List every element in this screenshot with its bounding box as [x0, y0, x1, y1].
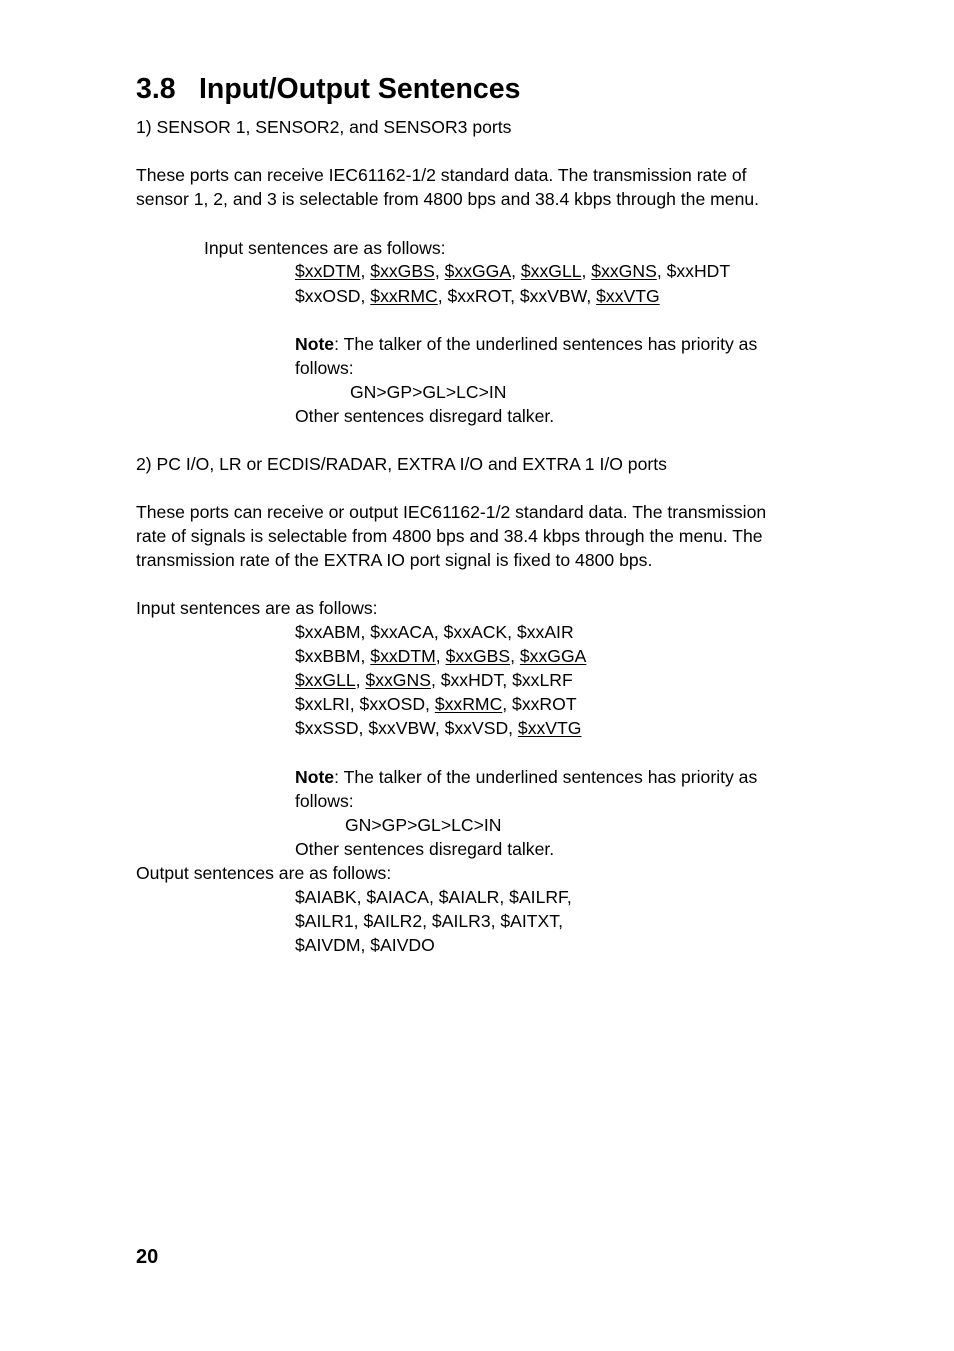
underlined-sentence: $xxVTG: [596, 286, 660, 306]
underlined-sentence: $xxVTG: [517, 718, 582, 738]
part2-output-label: Output sentences are as follows:: [136, 863, 392, 883]
underlined-sentence: $xxGLL: [295, 670, 356, 690]
part1-input-label: Input sentences are as follows:: [204, 238, 446, 258]
part2-note: [295, 765, 757, 789]
underlined-sentence: $xxGBS: [370, 261, 435, 281]
part1-note-label: Note: [295, 334, 335, 354]
part2-priority: GN>GP>GL>LC>IN: [345, 815, 502, 835]
part2-note-label: Note: [295, 767, 335, 787]
sentence-text: $xxABM, $xxACA, $xxACK, $xxAIR: [295, 622, 574, 642]
sentence-text: , $xxHDT: [656, 261, 731, 281]
part2-note-line-2: follows:: [295, 791, 354, 811]
part2-note-text: : The talker of the underlined sentences has priority as: [334, 767, 758, 787]
part1-input-line-1: [295, 259, 730, 283]
part2-input-line-5: [295, 716, 581, 740]
underlined-sentence: $xxGGA: [444, 261, 512, 281]
part2-para-line-3: transmission rate of the EXTRA IO port signal is fixed to 4800 bps.: [136, 550, 653, 570]
part2-other: Other sentences disregard talker.: [295, 839, 555, 859]
part2-input-label: Input sentences are as follows:: [136, 598, 378, 618]
underlined-sentence: $xxRMC: [434, 694, 503, 714]
underlined-sentence: $xxGNS: [365, 670, 431, 690]
part2-input-line-1: [295, 620, 574, 644]
part1-note: [295, 332, 757, 356]
sentence-text: ,: [355, 670, 366, 690]
part2-output-line-2: $AILR1, $AILR2, $AILR3, $AITXT,: [295, 911, 563, 931]
part2-para-line-2: rate of signals is selectable from 4800 bps and 38.4 kbps through the menu. The: [136, 526, 763, 546]
part1-heading: 1) SENSOR 1, SENSOR2, and SENSOR3 ports: [136, 117, 512, 137]
part2-input-line-3: [295, 668, 573, 692]
sentence-text: ,: [510, 646, 520, 666]
sentence-text: ,: [511, 261, 521, 281]
sentence-text: $xxSSD, $xxVBW, $xxVSD,: [295, 718, 518, 738]
part2-output-line-3: $AIVDM, $AIVDO: [295, 935, 435, 955]
sentence-text: ,: [360, 261, 371, 281]
page-number: 20: [136, 1246, 159, 1268]
part1-other: Other sentences disregard talker.: [295, 406, 555, 426]
part2-input-line-2: [295, 644, 586, 668]
sentence-text: $xxOSD,: [295, 286, 371, 306]
sentence-text: ,: [581, 261, 592, 281]
sentence-text: , $xxHDT, $xxLRF: [430, 670, 573, 690]
sentence-text: $xxBBM,: [295, 646, 371, 666]
section-title: [136, 70, 520, 108]
part1-priority: GN>GP>GL>LC>IN: [350, 382, 507, 402]
underlined-sentence: $xxRMC: [370, 286, 438, 306]
part2-heading: 2) PC I/O, LR or ECDIS/RADAR, EXTRA I/O and EXTRA 1 I/O ports: [136, 454, 667, 474]
part1-para-line-1: These ports can receive IEC61162-1/2 standard data. The transmission rate of: [136, 165, 747, 185]
underlined-sentence: $xxDTM: [370, 646, 436, 666]
part1-input-line-2: [295, 284, 660, 308]
part2-para-line-1: These ports can receive or output IEC61162-1/2 standard data. The transmission: [136, 502, 767, 522]
section-number: 3.8: [136, 73, 176, 105]
underlined-sentence: $xxDTM: [295, 261, 361, 281]
underlined-sentence: $xxGBS: [445, 646, 511, 666]
part2-output-line-1: $AIABK, $AIACA, $AIALR, $AILRF,: [295, 887, 572, 907]
part1-note-line-2: follows:: [295, 358, 354, 378]
sentence-text: , $xxROT, $xxVBW,: [437, 286, 597, 306]
underlined-sentence: $xxGLL: [520, 261, 582, 281]
sentence-text: $xxLRI, $xxOSD,: [295, 694, 435, 714]
underlined-sentence: $xxGGA: [519, 646, 587, 666]
underlined-sentence: $xxGNS: [591, 261, 657, 281]
sentence-text: , $xxROT: [502, 694, 577, 714]
part1-para-line-2: sensor 1, 2, and 3 is selectable from 4800 bps and 38.4 kbps through the menu.: [136, 189, 760, 209]
sentence-text: ,: [434, 261, 445, 281]
part2-input-line-4: [295, 692, 577, 716]
sentence-text: ,: [435, 646, 446, 666]
section-title-text: Input/Output Sentences: [199, 73, 521, 105]
part1-note-text: : The talker of the underlined sentences has priority as: [334, 334, 758, 354]
